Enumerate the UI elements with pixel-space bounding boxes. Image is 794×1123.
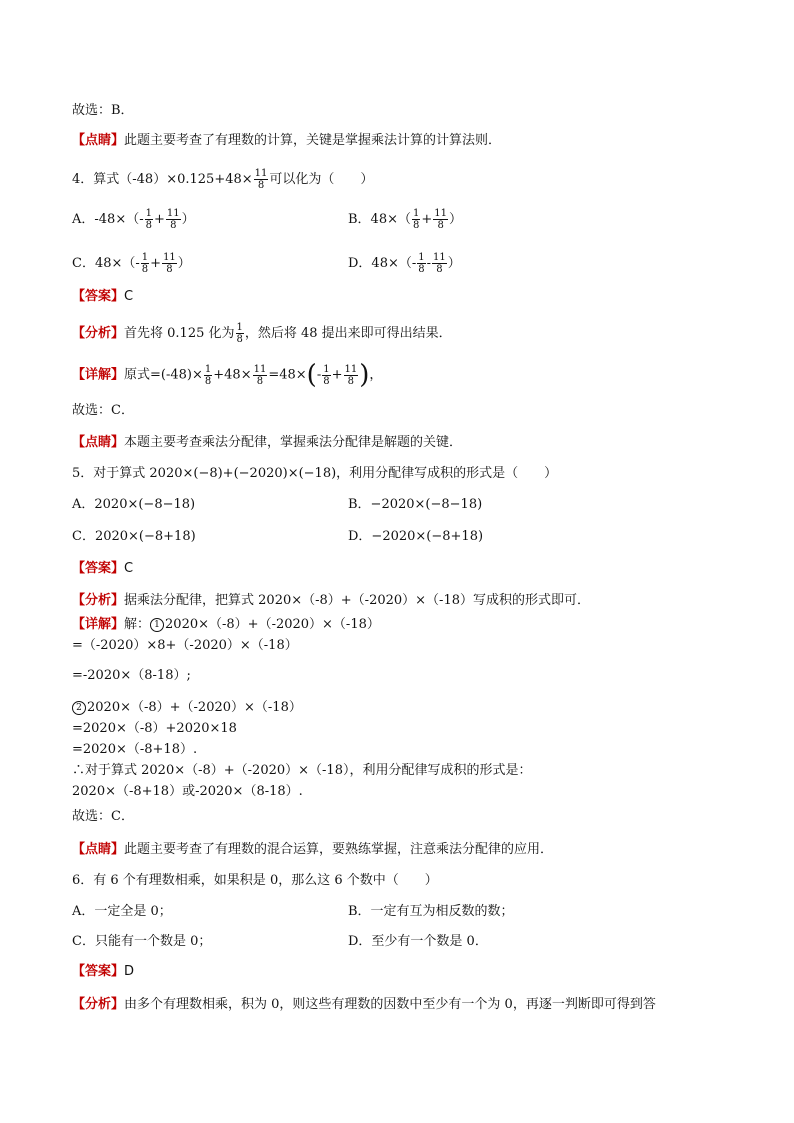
answer-tag: 【答案】 [72, 964, 125, 979]
fraction: $\frac{1}{8}$ [145, 208, 152, 231]
answer-tag: 【答案】 [72, 289, 125, 304]
fraction: $\frac{11}{8}$ [163, 252, 176, 275]
fraction: $\frac{11}{8}$ [166, 208, 180, 231]
q5-analysis: 【分析】据乘法分配律，把算式 2020×（-8）+（-2020）×（-18）写成积的形式即可． [72, 593, 590, 608]
q6-option-b: B．一定有互为相反数的数； [348, 904, 514, 919]
fraction: $\frac{1}{8}$ [418, 252, 425, 275]
fraction: $\frac{1}{8}$ [141, 252, 149, 275]
circled-number-two: 2 [72, 701, 86, 715]
q5-option-c: C．2020×(−8+18) [72, 529, 196, 544]
fraction: $\frac{1}{8}$ [204, 363, 212, 387]
fraction: $\frac{1}{8}$ [323, 363, 330, 387]
q5-detail-line5: =2020×（-8）+2020×18 [72, 721, 237, 736]
q5-dianjing: 【点睛】此题主要考查了有理数的混合运算，要熟练掌握，注意乘法分配律的应用． [72, 842, 554, 857]
q5-stem: 5．对于算式 2020×(−8)+(−2020)×(−18)，利用分配律写成积的形式是（ ） [72, 466, 558, 481]
fraction: $\frac{11}{8}$ [344, 363, 358, 387]
detail-tag: 【详解】 [72, 617, 125, 632]
q6-answer: 【答案】D [72, 964, 135, 979]
fraction: $\frac{11}{8}$ [254, 168, 268, 191]
q5-option-d: D．−2020×(−8+18) [348, 529, 484, 544]
q4-detail: 【详解】原式=(-48)× $\frac{1}{8}$ +48× $\frac{11}{8}$ =48×(- $\frac{1}{8}$ + $\frac{11}{8}$ )， [72, 360, 383, 390]
q5-detail-line4: 2 2020×（-8）+（-2020）×（-18） [72, 699, 302, 717]
q5-option-a: A．2020×(−8−18) [72, 497, 196, 512]
q5-detail-line1: 【详解】解： 1 2020×（-8）+（-2020）×（-18） [72, 617, 380, 632]
q5-detail-line7: ∴对于算式 2020×（-8）+（-2020）×（-18），利用分配律写成积的形式是： [72, 763, 532, 778]
q5-answer: 【答案】C [72, 561, 134, 576]
q6-option-a: A．一定全是 0； [72, 904, 172, 919]
q6-stem: 6．有 6 个有理数相乘，如果积是 0，那么这 6 个数中（ ） [72, 873, 438, 888]
fraction: $\frac{1}{8}$ [236, 322, 243, 345]
q4-stem: 4．算式（-48）×0.125+48× $\frac{11}{8}$ 可以化为（ ） [72, 168, 374, 191]
analysis-tag: 【分析】 [72, 593, 125, 608]
dianjing-tag: 【点睛】 [72, 133, 125, 148]
analysis-tag: 【分析】 [72, 326, 125, 341]
q5-detail-line2: =（-2020）×8+（-2020）×（-18） [72, 638, 298, 653]
q4-option-b: B．48×（ $\frac{1}{8}$ + $\frac{11}{8}$ ） [348, 208, 463, 231]
q4-chose: 故选：C． [72, 403, 134, 418]
q5-chose: 故选：C． [72, 809, 134, 824]
fraction: $\frac{11}{8}$ [434, 208, 448, 231]
q6-analysis: 【分析】由多个有理数相乘，积为 0，则这些有理数的因数中至少有一个为 0，再逐一判断即可得到答 [72, 997, 656, 1012]
q5-detail-line3: =-2020×（8-18）; [72, 668, 191, 683]
q5-detail-line6: =2020×（-8+18）. [72, 742, 198, 757]
fraction: $\frac{11}{8}$ [433, 252, 446, 275]
fraction: $\frac{1}{8}$ [413, 208, 420, 231]
analysis-tag: 【分析】 [72, 997, 125, 1012]
q4-analysis: 【分析】首先将 0.125 化为 $\frac{1}{8}$ ，然后将 48 提出来即可得出结果． [72, 322, 452, 345]
q6-option-d: D．至少有一个数是 0． [348, 934, 488, 949]
q5-option-b: B．−2020×(−8−18) [348, 497, 483, 512]
q4-answer: 【答案】C [72, 289, 134, 304]
big-paren-close: ) [359, 360, 370, 390]
dianjing-tag: 【点睛】 [72, 435, 125, 450]
detail-tag: 【详解】 [72, 367, 125, 383]
q4-option-a: A．-48×（- $\frac{1}{8}$ + $\frac{11}{8}$ ） [72, 208, 195, 231]
answer-tag: 【答案】 [72, 561, 125, 576]
circled-number-one: 1 [150, 618, 164, 632]
q4-option-d: D．48×（- $\frac{1}{8}$ - $\frac{11}{8}$ ） [348, 252, 461, 275]
dianjing-tag: 【点睛】 [72, 842, 125, 857]
fraction: $\frac{11}{8}$ [253, 363, 267, 387]
top-dianjing-line: 【点睛】此题主要考查了有理数的计算，关键是掌握乘法计算的计算法则． [72, 133, 502, 148]
q4-option-c: C．48×（- $\frac{1}{8}$ + $\frac{11}{8}$ ） [72, 252, 191, 275]
q6-option-c: C．只能有一个数是 0； [72, 934, 212, 949]
big-paren-open: ( [306, 360, 317, 390]
q4-dianjing: 【点睛】本题主要考查乘法分配律，掌握乘法分配律是解题的关键． [72, 435, 463, 450]
q5-detail-line8: 2020×（-8+18）或-2020×（8-18）. [72, 784, 303, 799]
top-chose-line: 故选：B． [72, 103, 134, 118]
